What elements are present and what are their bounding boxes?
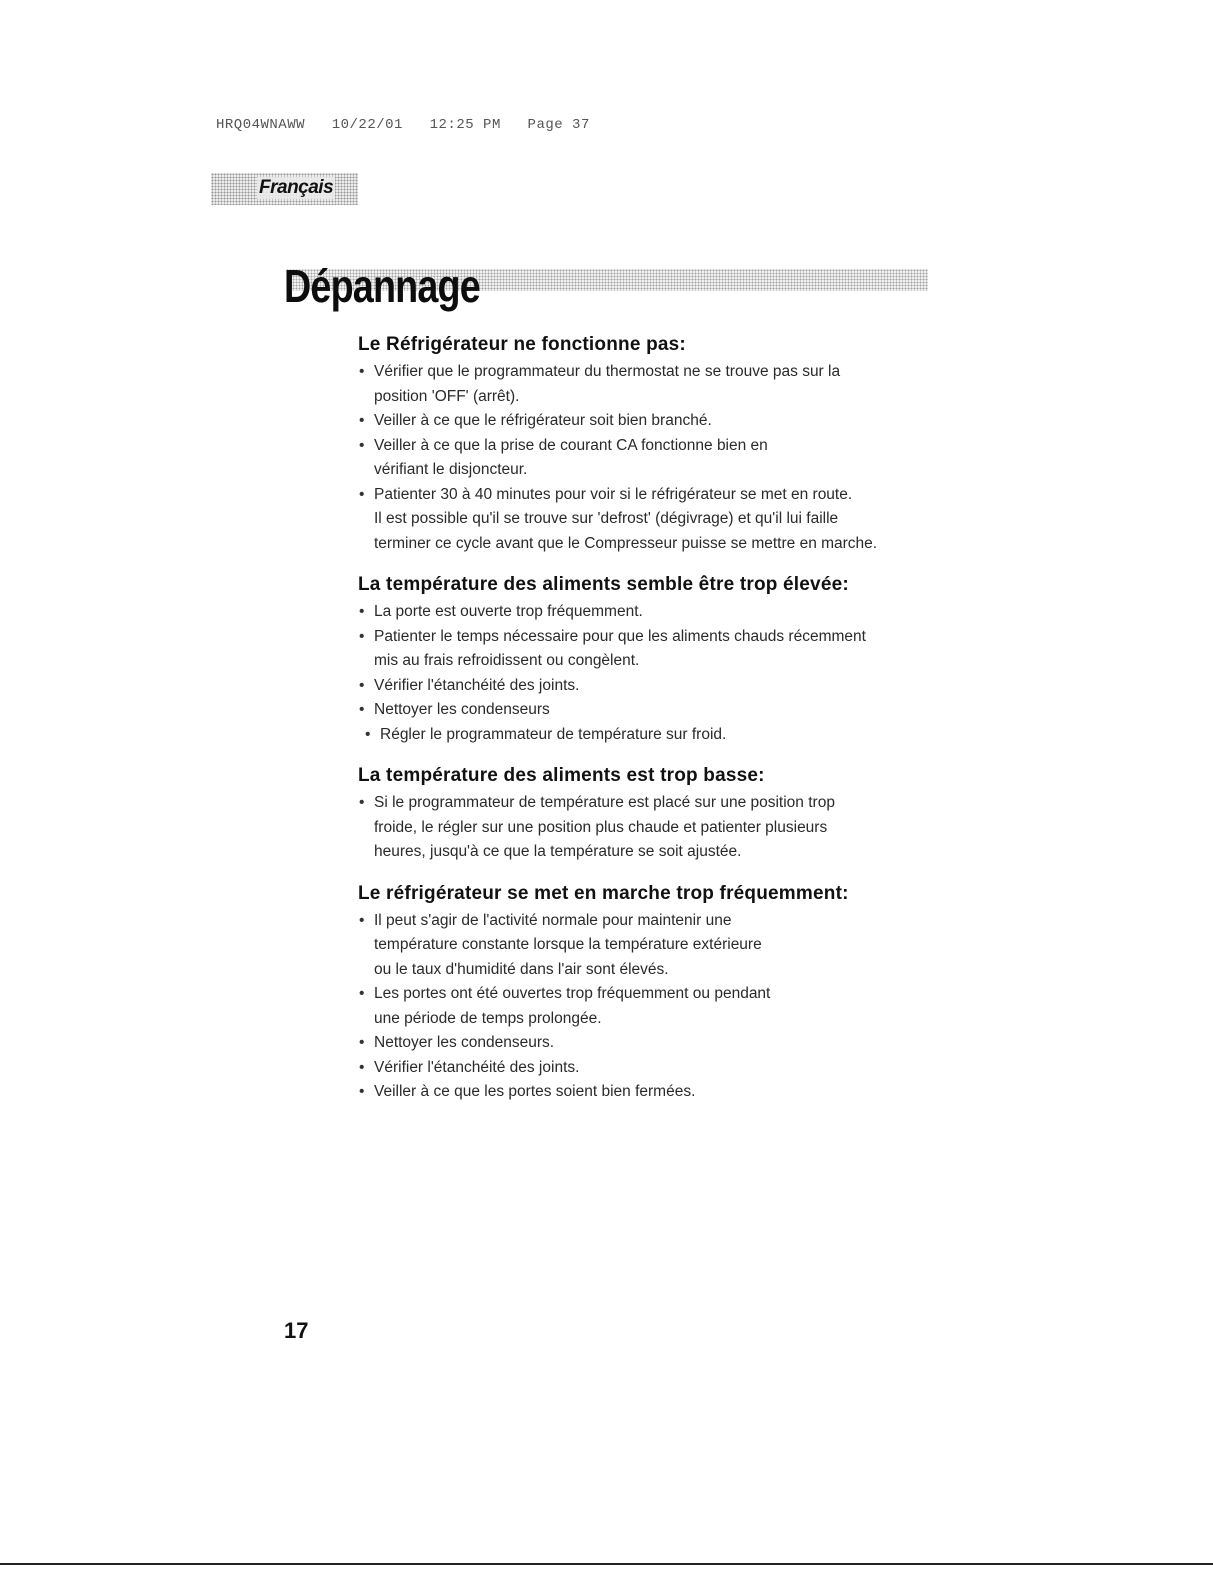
troubleshooting-content — [358, 334, 938, 1123]
bullet-list — [358, 791, 938, 865]
section-heading: La température des aliments est trop basse: — [358, 765, 765, 786]
section-heading: La température des aliments semble être trop élevée: — [358, 574, 849, 595]
section-not-working — [358, 334, 938, 556]
print-header: HRQ04WNAWW 10/22/01 12:25 PM Page 37 — [216, 117, 590, 133]
list-item: • Si le programmateur de température est placé sur une position trop froide, le régler sur une position plus chaude et patienter plusieurs heures, jusqu'à ce que la température se soit ajustée. — [358, 791, 938, 865]
bullet-list — [358, 600, 938, 747]
section-too-warm — [358, 574, 938, 747]
page-number: 17 — [284, 1318, 309, 1343]
bottom-rule — [0, 1563, 1213, 1565]
list-item: • Patienter 30 à 40 minutes pour voir si le réfrigérateur se met en route. Il est possible qu'il se trouve sur 'defrost' (dégivrage) et qu'il lui faille terminer ce cycle avant que le Compresseur puisse se mettre en marche. — [358, 483, 938, 557]
section-runs-too-often — [358, 883, 938, 1105]
list-item: • Vérifier que le programmateur du thermostat ne se trouve pas sur la position 'OFF' (arrêt). — [358, 360, 938, 409]
section-heading: Le Réfrigérateur ne fonctionne pas: — [358, 334, 686, 355]
list-item: • La porte est ouverte trop fréquemment. — [358, 600, 938, 625]
list-item: • Régler le programmateur de température sur froid. — [364, 723, 938, 748]
language-tab-label: Français — [259, 177, 334, 198]
list-item: • Veiller à ce que le réfrigérateur soit bien branché. — [358, 409, 938, 434]
list-item: • Nettoyer les condenseurs — [358, 698, 938, 723]
language-tab — [211, 173, 358, 205]
list-item: • Patienter le temps nécessaire pour que les aliments chauds récemment mis au frais refroidissent ou congèlent. — [358, 625, 938, 674]
list-item: • Vérifier l'étanchéité des joints. — [358, 674, 938, 699]
list-item: • Les portes ont été ouvertes trop fréquemment ou pendant une période de temps prolongée. — [358, 982, 938, 1031]
list-item: • Vérifier l'étanchéité des joints. — [358, 1056, 938, 1081]
bullet-list — [358, 360, 938, 556]
page-title: Dépannage — [284, 260, 480, 312]
list-item: • Il peut s'agir de l'activité normale pour maintenir une température constante lorsque la température extérieure ou le taux d'humidité dans l'air sont élevés. — [358, 909, 938, 983]
bullet-list — [358, 909, 938, 1105]
list-item: • Veiller à ce que la prise de courant CA fonctionne bien en vérifiant le disjoncteur. — [358, 434, 938, 483]
list-item: • Veiller à ce que les portes soient bien fermées. — [358, 1080, 938, 1105]
section-heading: Le réfrigérateur se met en marche trop fréquemment: — [358, 882, 849, 904]
section-too-cold — [358, 765, 938, 865]
list-item: • Nettoyer les condenseurs. — [358, 1031, 938, 1056]
